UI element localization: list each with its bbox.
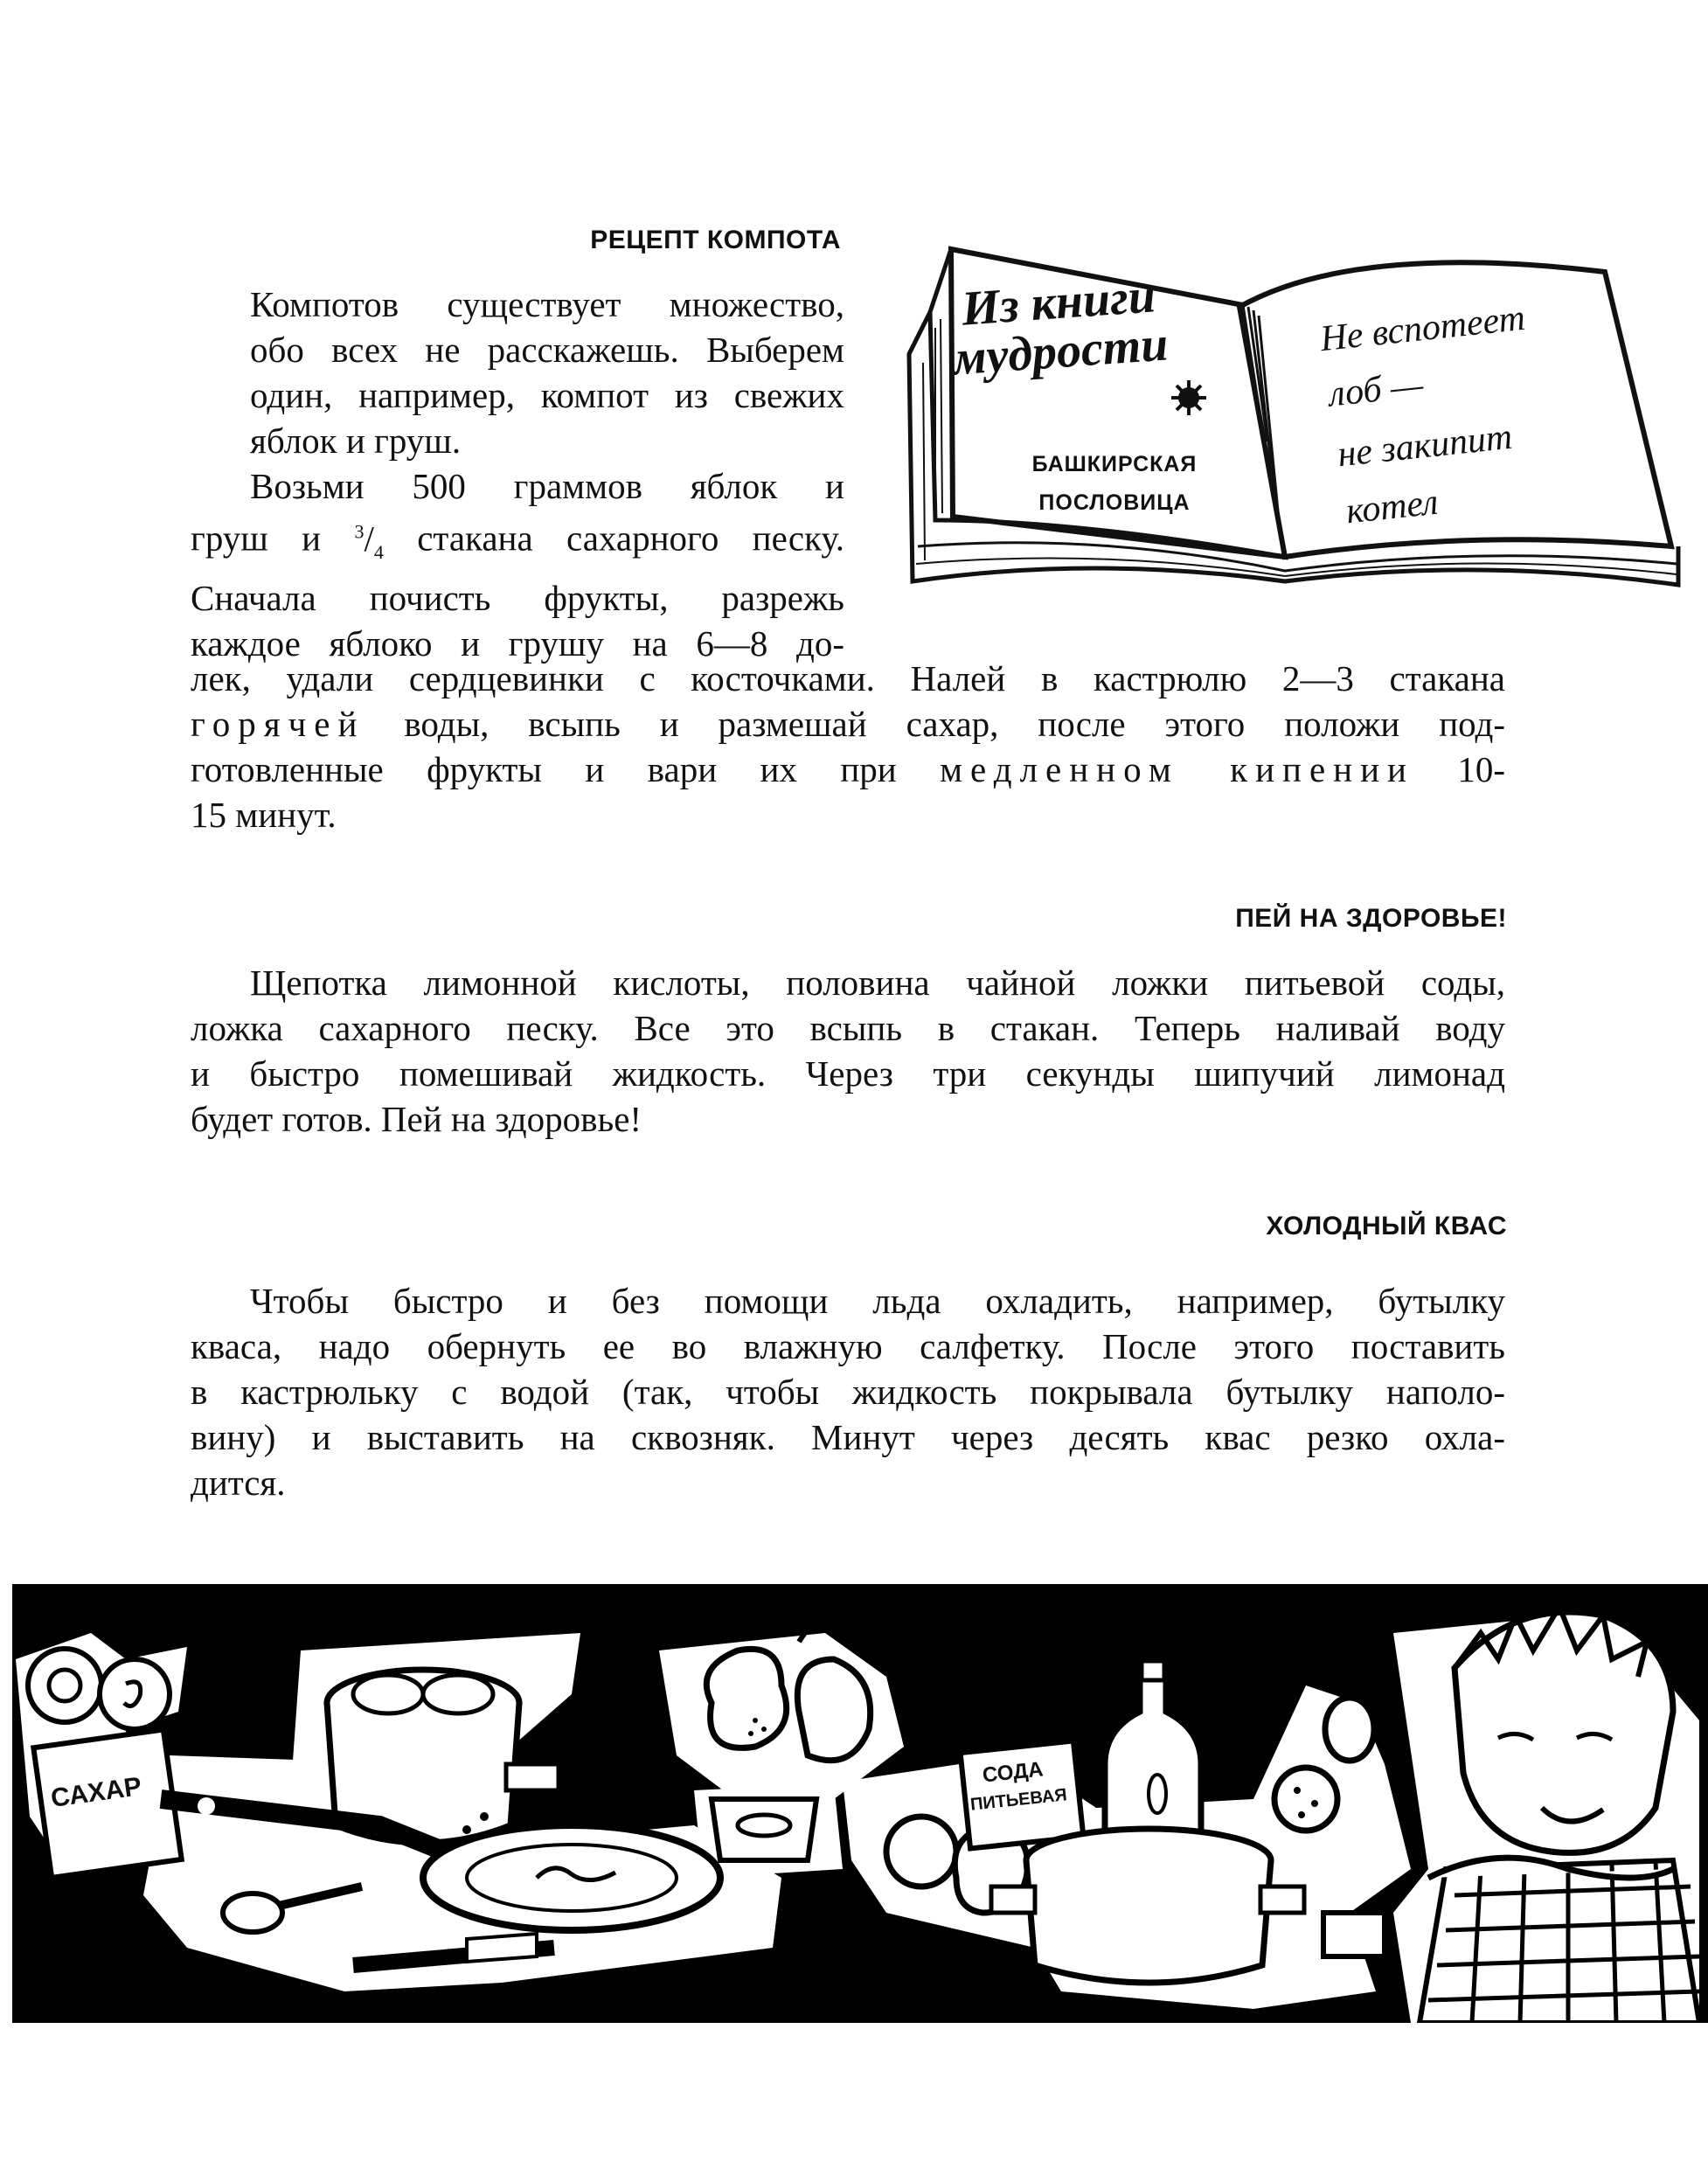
text-fragment: готовленные фрукты и вари их при: [191, 749, 897, 789]
lemonade-heading: ПЕЙ НА ЗДОРОВЬЕ!: [1235, 904, 1507, 933]
book-illustration: [900, 232, 1687, 608]
kitchen-illustration: [12, 1581, 1708, 2023]
book-title-line-1: Из книги: [960, 268, 1157, 337]
kitchen-scene: [12, 1581, 1708, 2023]
fraction-denominator: 4: [373, 540, 384, 563]
text-line: кваса, надо обернуть ее во влажную салфетку. После этого поставить: [191, 1326, 1505, 1366]
spaced-phrase: медленном кипении: [940, 749, 1414, 789]
text-line: Сначала почисть фрукты, разрежь: [191, 577, 844, 618]
text-line: яблок и груш.: [250, 420, 462, 461]
compote-heading: РЕЦЕПТ КОМПОТА: [590, 226, 841, 254]
text-line: лек, удали сердцевинки с косточками. Налей в кастрюлю 2—3 стакана: [191, 658, 1505, 698]
text-line: ложка сахарного песку. Все это всыпь в стакан. Теперь наливай воду: [191, 1008, 1505, 1048]
book-title-line-2: мудрости: [951, 316, 1170, 386]
book-caption-line-2: ПОСЛОВИЦА: [1038, 490, 1191, 515]
text-line: [191, 509, 844, 575]
text-line: Компотов существует множество,: [250, 284, 844, 324]
compote-paragraph-2-continued: [191, 656, 1505, 837]
proverb-line-4: котел: [1343, 482, 1441, 532]
fraction: [354, 518, 384, 563]
text-line: один, например, компот из свежих: [250, 375, 844, 415]
text-fragment: стакана сахарного песку.: [417, 518, 844, 559]
text-line: Чтобы быстро и без помощи льда охладить, например, бутылку: [250, 1281, 1505, 1321]
text-line: Щепотка лимонной кислоты, половина чайной ложки питьевой соды,: [250, 962, 1505, 1003]
soda-label-line-2: ПИТЬЕВАЯ: [969, 1785, 1068, 1815]
kvass-heading: ХОЛОДНЫЙ КВАС: [1266, 1212, 1507, 1240]
text-line: и быстро помешивай жидкость. Через три секунды шипучий лимонад: [191, 1053, 1505, 1094]
text-line: в кастрюльку с водой (так, чтобы жидкость покрывала бутылку наполо-: [191, 1372, 1505, 1412]
text-line: вину) и выставить на сквозняк. Минут через десять квас резко охла-: [191, 1417, 1505, 1457]
spaced-word: горячей: [191, 704, 365, 744]
compote-paragraph-1: [191, 281, 844, 463]
proverb-line-1: Не вспотеет: [1318, 297, 1527, 360]
text-line: обо всех не расскажешь. Выберем: [250, 330, 844, 370]
text-line: [191, 701, 1505, 747]
text-fragment: груш и: [191, 518, 322, 559]
proverb-line-2: лоб —: [1326, 365, 1426, 415]
compote-paragraph-2: [191, 463, 844, 666]
text-line: будет готов. Пей на здоровье!: [191, 1099, 642, 1139]
text-line: [191, 747, 1505, 792]
fraction-numerator: 3: [354, 520, 365, 542]
text-line: 15 минут.: [191, 795, 337, 835]
lemonade-paragraph: [191, 960, 1505, 1142]
kvass-paragraph: [191, 1278, 1505, 1505]
text-line: Возьми 500 граммов яблок и: [250, 466, 844, 506]
sugar-label: САХАР: [49, 1771, 144, 1814]
proverb-line-3: не закипит: [1336, 416, 1515, 476]
text-fragment: 10-: [1457, 749, 1506, 789]
text-fragment: воды, всыпь и размешай сахар, после этого положи под-: [404, 704, 1505, 744]
fraction-slash: /: [364, 518, 374, 559]
text-line: дится.: [191, 1463, 286, 1503]
soda-label-line-1: СОДА: [981, 1757, 1045, 1788]
text-line: каждое яблоко и грушу на 6—8 до-: [191, 622, 844, 664]
book-caption-line-1: БАШКИРСКАЯ: [1031, 452, 1198, 476]
